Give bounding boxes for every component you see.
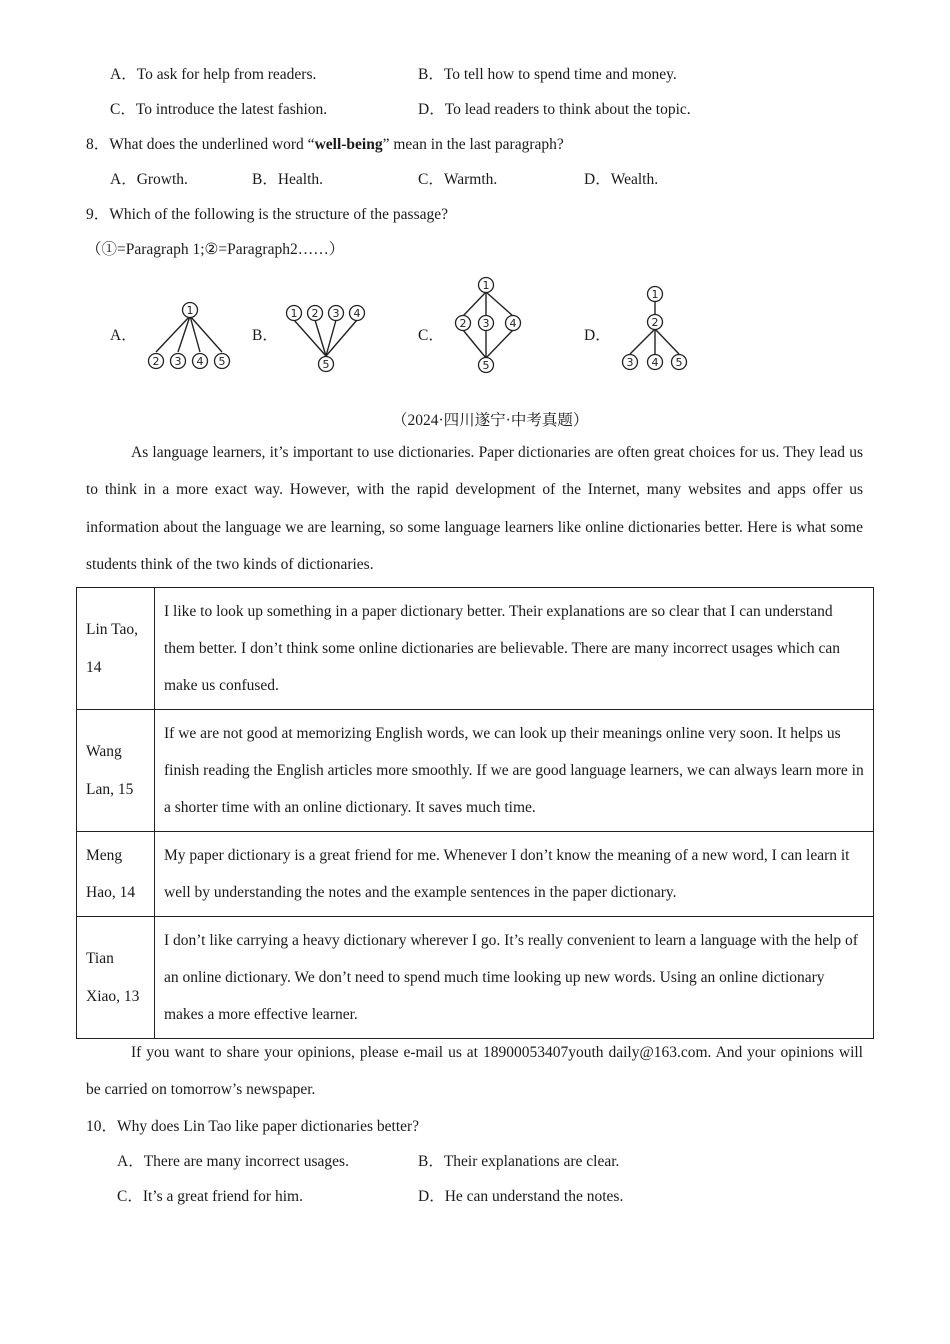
q8-option-d: D．Wealth. <box>584 171 659 188</box>
structure-diagram-c <box>446 272 530 376</box>
q9-stem: 9．Which of the following is the structure of the passage? <box>86 206 448 223</box>
svg-text:5: 5 <box>218 355 226 368</box>
node-4 <box>506 316 521 331</box>
node-1 <box>479 278 494 293</box>
q7-option-d: D．To lead readers to think about the topic. <box>418 101 691 118</box>
q7-option-b: B．To tell how to spend time and money. <box>418 66 677 83</box>
node-1 <box>183 303 198 318</box>
opinions-table <box>76 587 874 1039</box>
q7-option-c: C．To introduce the latest fashion. <box>110 101 328 118</box>
table-row <box>77 917 874 1039</box>
q8-stem <box>86 132 564 154</box>
table-row <box>77 832 874 917</box>
student-name: Tian Xiao, 13 <box>77 917 155 1039</box>
table-row <box>77 588 874 710</box>
source-citation: （2024·四川遂宁·中考真题） <box>392 412 589 429</box>
q8-option-a: A．Growth. <box>110 171 188 188</box>
q8-option-b: B．Health. <box>252 171 324 188</box>
svg-text:1: 1 <box>651 288 659 301</box>
svg-text:4: 4 <box>353 307 361 320</box>
q9-label-c: C． <box>418 327 444 344</box>
q10-option-b: B．Their explanations are clear. <box>418 1153 620 1170</box>
q7-option-a: A．To ask for help from readers. <box>110 66 317 83</box>
q10-option-d: D．He can understand the notes. <box>418 1188 624 1205</box>
svg-text:3: 3 <box>332 307 340 320</box>
node-1 <box>648 287 663 302</box>
svg-text:3: 3 <box>626 356 634 369</box>
q8-stem-prefix: 8．What does the underlined word “ <box>86 136 315 153</box>
q8-bold-word: well-being <box>314 136 383 153</box>
student-opinion: I like to look up something in a paper dictionary better. Their explanations are so clear that I can understand them better. I don’t think some online dictionaries are believable. There are many incorrect usages which can make us confused. <box>155 588 874 710</box>
q8-option-c: C．Warmth. <box>418 171 498 188</box>
node-4 <box>193 354 208 369</box>
node-4 <box>350 306 365 321</box>
svg-text:2: 2 <box>459 317 467 330</box>
closing-paragraph: If you want to share your opinions, please e-mail us at 18900053407youth daily@163.com. And your opinions will be carried on tomorrow’s newspaper. <box>86 1044 863 1099</box>
node-3 <box>479 316 494 331</box>
svg-text:1: 1 <box>290 307 298 320</box>
student-name: Meng Hao, 14 <box>77 832 155 917</box>
node-5 <box>215 354 230 369</box>
node-3 <box>171 354 186 369</box>
node-2 <box>149 354 164 369</box>
student-name: Wang Lan, 15 <box>77 710 155 832</box>
structure-diagram-a <box>140 296 236 376</box>
student-opinion: I don’t like carrying a heavy dictionary wherever I go. It’s really convenient to learn a language with the help of an online dictionary. We don’t need to spend much time looking up new words. Using an online dictionary makes a more effective learner. <box>155 917 874 1039</box>
node-4 <box>648 355 663 370</box>
node-3 <box>623 355 638 370</box>
svg-text:2: 2 <box>152 355 160 368</box>
svg-text:2: 2 <box>651 316 659 329</box>
svg-text:3: 3 <box>482 317 490 330</box>
table-row <box>77 710 874 832</box>
q9-label-d: D． <box>584 327 611 344</box>
q9-note: （①=Paragraph 1;②=Paragraph2……） <box>86 241 345 258</box>
svg-text:4: 4 <box>651 356 659 369</box>
q8-stem-suffix: ” mean in the last paragraph? <box>382 136 564 153</box>
svg-text:4: 4 <box>196 355 204 368</box>
node-3 <box>329 306 344 321</box>
node-5 <box>479 358 494 373</box>
svg-text:4: 4 <box>509 317 517 330</box>
node-2 <box>456 316 471 331</box>
node-1 <box>287 306 302 321</box>
q10-option-c: C．It’s a great friend for him. <box>117 1188 303 1205</box>
svg-text:5: 5 <box>322 358 330 371</box>
intro-paragraph: As language learners, it’s important to use dictionaries. Paper dictionaries are often great choices for us. They lead us to think in a more exact way. However, with the rapid development of the Internet, many websites and apps offer us information about the language we are learning, so some language learners like online dictionaries better. Here is what some students think of the two kinds of dictionaries. <box>86 444 863 573</box>
node-5 <box>672 355 687 370</box>
svg-text:5: 5 <box>482 359 490 372</box>
svg-text:1: 1 <box>186 304 194 317</box>
student-opinion: If we are not good at memorizing English words, we can look up their meanings online very soon. It helps us finish reading the English articles more smoothly. If we are good language learners, we can always learn more in a shorter time with an online dictionary. It saves much time. <box>155 710 874 832</box>
q9-label-b: B． <box>252 327 278 344</box>
q9-label-a: A． <box>110 327 137 344</box>
structure-diagram-b <box>280 296 376 376</box>
node-2 <box>648 315 663 330</box>
node-2 <box>308 306 323 321</box>
q10-stem: 10．Why does Lin Tao like paper dictionaries better? <box>86 1118 420 1135</box>
student-name: Lin Tao, 14 <box>77 588 155 710</box>
svg-text:2: 2 <box>311 307 319 320</box>
structure-diagram-d <box>614 280 698 376</box>
svg-text:1: 1 <box>482 279 490 292</box>
node-5 <box>319 357 334 372</box>
q10-option-a: A．There are many incorrect usages. <box>117 1153 349 1170</box>
svg-text:5: 5 <box>675 356 683 369</box>
svg-text:3: 3 <box>174 355 182 368</box>
student-opinion: My paper dictionary is a great friend for me. Whenever I don’t know the meaning of a new word, I can learn it well by understanding the notes and the example sentences in the paper dictionary. <box>155 832 874 917</box>
